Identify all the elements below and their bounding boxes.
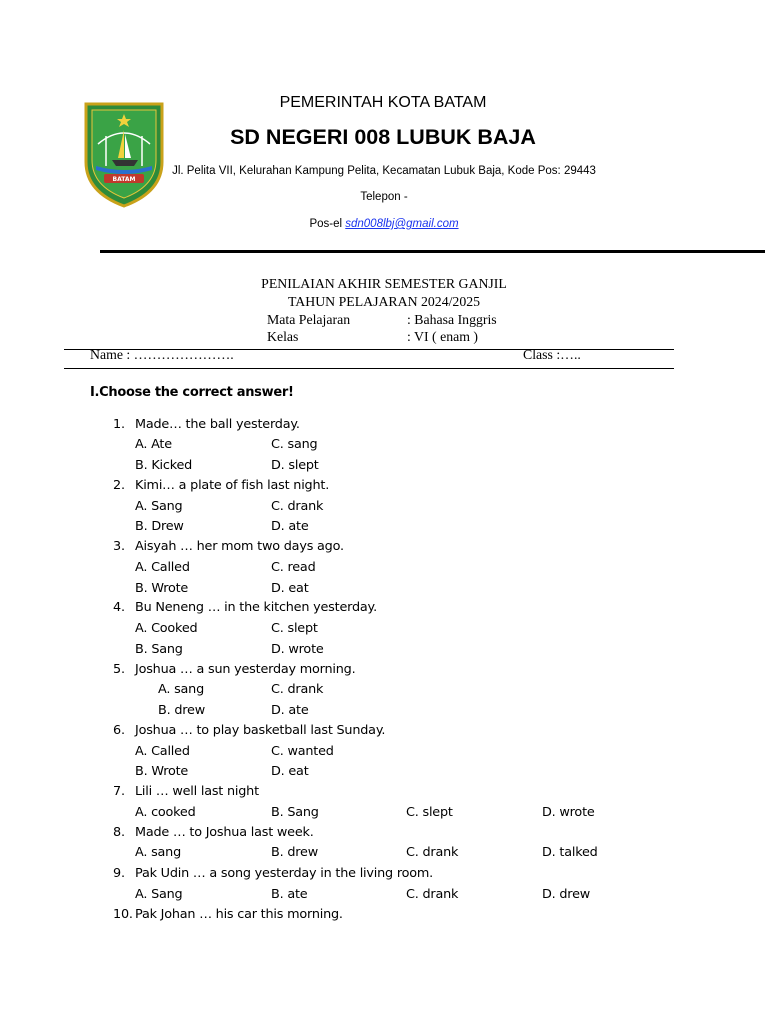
question-2-option-a: A. Sang <box>135 499 183 514</box>
svg-text:BATAM: BATAM <box>112 176 136 183</box>
question-6-option-d: D. eat <box>271 764 309 779</box>
question-4-option-c: C. slept <box>271 621 318 636</box>
question-1-option-a: A. Ate <box>135 437 172 452</box>
school-emblem <box>82 100 166 208</box>
question-4-option-b: B. Sang <box>135 642 183 657</box>
question-6-option-a: A. Called <box>135 744 190 759</box>
section-title: I.Choose the correct answer! <box>90 385 294 400</box>
question-1-text: Made… the ball yesterday. <box>135 417 300 432</box>
school-email-line <box>234 218 534 230</box>
question-10-text: Pak Johan … his car this morning. <box>135 907 343 922</box>
question-8-option-a: A. sang <box>135 845 182 860</box>
question-7-option-b: B. Sang <box>271 805 319 820</box>
question-6-number: 6. <box>113 723 125 738</box>
question-9-number: 9. <box>113 866 125 881</box>
exam-title: PENILAIAN AKHIR SEMESTER GANJIL <box>261 276 507 291</box>
question-8-number: 8. <box>113 825 125 840</box>
question-7-option-d: D. wrote <box>542 805 595 820</box>
question-5-option-a: A. sang <box>158 682 205 697</box>
question-4-text: Bu Neneng … in the kitchen yesterday. <box>135 600 377 615</box>
question-9-text: Pak Udin … a song yesterday in the living room. <box>135 866 434 881</box>
question-2-text: Kimi… a plate of fish last night. <box>135 478 330 493</box>
student-name-field: Name : …………………. <box>90 347 234 362</box>
question-4-option-a: A. Cooked <box>135 621 198 636</box>
header-divider <box>100 250 765 253</box>
email-link[interactable]: sdn008lbj@gmail.com <box>345 218 459 230</box>
question-6-option-b: B. Wrote <box>135 764 189 779</box>
question-3-option-d: D. eat <box>271 581 309 596</box>
exam-year: TAHUN PELAJARAN 2024/2025 <box>287 294 481 309</box>
school-name: SD NEGERI 008 LUBUK BAJA <box>230 125 536 149</box>
question-3-option-c: C. read <box>271 560 316 575</box>
question-1-number: 1. <box>113 417 125 432</box>
class-label: Kelas <box>267 329 299 344</box>
class-value: : VI ( enam ) <box>407 329 479 344</box>
question-5-number: 5. <box>113 662 125 677</box>
school-address: Jl. Pelita VII, Kelurahan Kampung Pelita, Kecamatan Lubuk Baja, Kode Pos: 29443 <box>172 165 596 177</box>
question-7-option-a: A. cooked <box>135 805 196 820</box>
question-3-number: 3. <box>113 539 125 554</box>
question-2-option-c: C. drank <box>271 499 324 514</box>
question-8-option-d: D. talked <box>542 845 598 860</box>
question-5-text: Joshua … a sun yesterday morning. <box>135 662 356 677</box>
question-4-number: 4. <box>113 600 125 615</box>
question-8-text: Made … to Joshua last week. <box>135 825 314 840</box>
question-5-option-b: B. drew <box>158 703 205 718</box>
school-telephone: Telepon - <box>360 191 408 203</box>
question-4-option-d: D. wrote <box>271 642 324 657</box>
question-9-option-c: C. drank <box>406 887 459 902</box>
question-8-option-c: C. drank <box>406 845 459 860</box>
question-2-option-b: B. Drew <box>135 519 184 534</box>
subject-label: Mata Pelajaran <box>267 312 351 327</box>
student-class-field: Class :….. <box>523 347 581 362</box>
question-9-option-d: D. drew <box>542 887 591 902</box>
question-1-option-c: C. sang <box>271 437 318 452</box>
question-10-number: 10. <box>113 907 133 922</box>
question-7-number: 7. <box>113 784 125 799</box>
question-2-option-d: D. ate <box>271 519 309 534</box>
question-7-text: Lili … well last night <box>135 784 259 799</box>
question-9-option-b: B. ate <box>271 887 308 902</box>
question-3-option-a: A. Called <box>135 560 190 575</box>
question-2-number: 2. <box>113 478 125 493</box>
question-5-option-d: D. ate <box>271 703 309 718</box>
info-divider-bottom <box>64 368 674 369</box>
question-3-text: Aisyah … her mom two days ago. <box>135 539 344 554</box>
subject-value: : Bahasa Inggris <box>407 312 497 327</box>
question-8-option-b: B. drew <box>271 845 318 860</box>
question-9-option-a: A. Sang <box>135 887 183 902</box>
question-1-option-d: D. slept <box>271 458 319 473</box>
question-6-text: Joshua … to play basketball last Sunday. <box>135 723 386 738</box>
email-label: Pos-el <box>309 218 343 230</box>
question-5-option-c: C. drank <box>271 682 324 697</box>
question-1-option-b: B. Kicked <box>135 458 193 473</box>
question-7-option-c: C. slept <box>406 805 453 820</box>
question-3-option-b: B. Wrote <box>135 581 189 596</box>
question-6-option-c: C. wanted <box>271 744 334 759</box>
government-title: PEMERINTAH KOTA BATAM <box>279 94 487 111</box>
